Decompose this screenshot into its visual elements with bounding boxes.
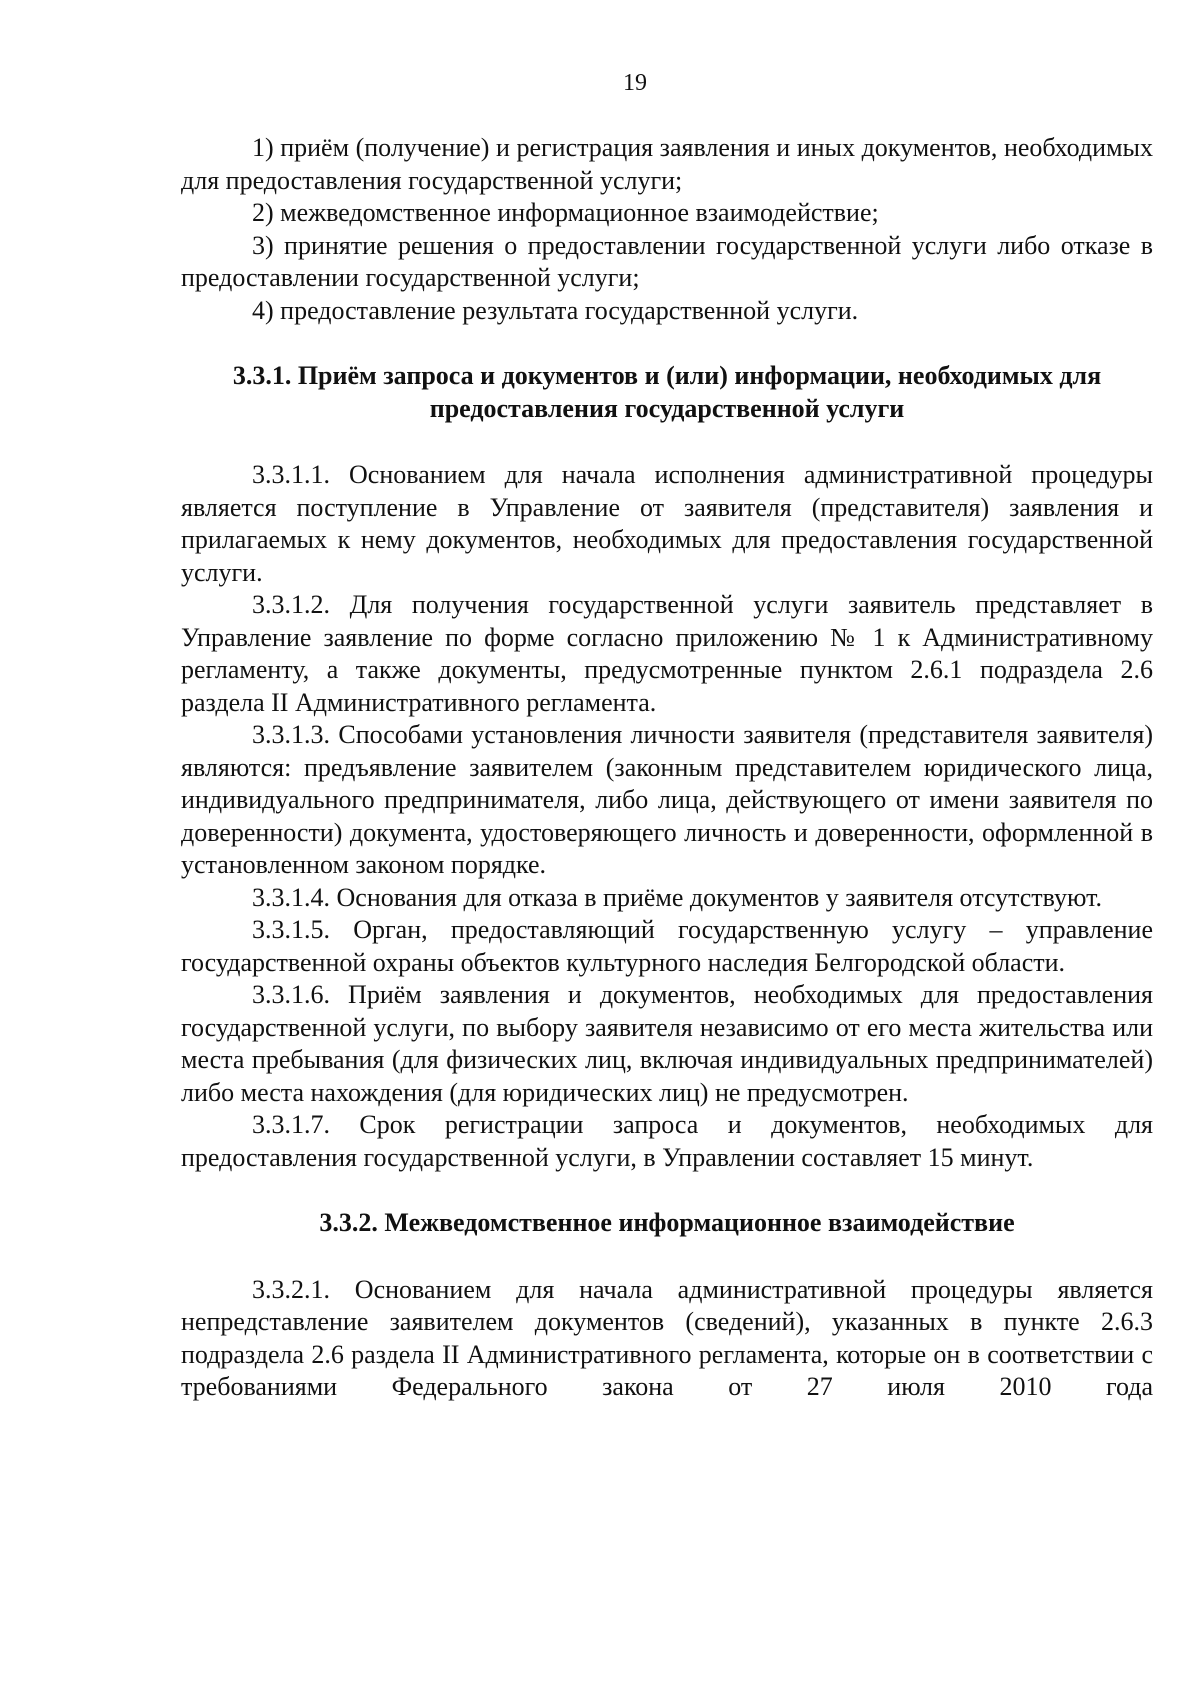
list-item-1: 1) приём (получение) и регистрация заявления и иных документов, необходимых для предоставления государственной услуги; [181,133,1153,195]
paragraph-3-3-1-1: 3.3.1.1. Основанием для начала исполнения административной процедуры является поступление в Управление от заявителя (представителя) заявления и прилагаемых к нему документов, необходимых для предоставления государственной услуги. [181,460,1153,587]
paragraph-3-3-1-6: 3.3.1.6. Приём заявления и документов, необходимых для предоставления государственной услуги, по выбору заявителя независимо от его места жительства или места пребывания (для физических лиц, включая индивидуальных предпринимателей) либо места нахождения (для юридических лиц) не предусмотрен. [181,980,1153,1107]
section-heading-3-3-2: 3.3.2. Межведомственное информационное взаимодействие [319,1208,1015,1237]
paragraph-3-3-1-4: 3.3.1.4. Основания для отказа в приёме документов у заявителя отсутствуют. [252,882,1103,912]
section-heading-3-3-1: 3.3.1. Приём запроса и документов и (или) информации, необходимых для предоставления государственной услуги [232,361,1102,423]
page-number: 19 [623,70,647,96]
paragraph-3-3-1-5: 3.3.1.5. Орган, предоставляющий государственную услугу – управление государственной охраны объектов культурного наследия Белгородской области. [181,915,1153,977]
paragraph-3-3-1-2: 3.3.1.2. Для получения государственной услуги заявитель представляет в Управление заявление по форме согласно приложению № 1 к Административному регламенту, а также документы, предусмотренные пунктом 2.6.1 подраздела 2.6 раздела II Административного регламента. [181,590,1153,717]
list-item-4: 4) предоставление результата государственной услуги. [252,295,859,325]
list-item-3: 3) принятие решения о предоставлении государственной услуги либо отказе в предоставлении государственной услуги; [181,230,1153,292]
document-body [181,132,1153,1404]
list-item-2: 2) межведомственное информационное взаимодействие; [252,198,879,227]
paragraph-3-3-2-1: 3.3.2.1. Основанием для начала административной процедуры является непредставление заявителем документов (сведений), указанных в пункте 2.6.3 подраздела 2.6 раздела II Административного регламента, которые он в соответствии с требованиями Федерального закона от 27 июля 2010 года [181,1274,1153,1401]
paragraph-3-3-1-7: 3.3.1.7. Срок регистрации запроса и документов, необходимых для предоставления государственной услуги, в Управлении составляет 15 минут. [181,1110,1153,1172]
paragraph-3-3-1-3: 3.3.1.3. Способами установления личности заявителя (представителя заявителя) являются: предъявление заявителем (законным представителем юридического лица, индивидуального предпринимателя, либо лица, действующего от имени заявителя по доверенности) документа, удостоверяющего личность и доверенности, оформленной в установленном законом порядке. [181,720,1153,879]
